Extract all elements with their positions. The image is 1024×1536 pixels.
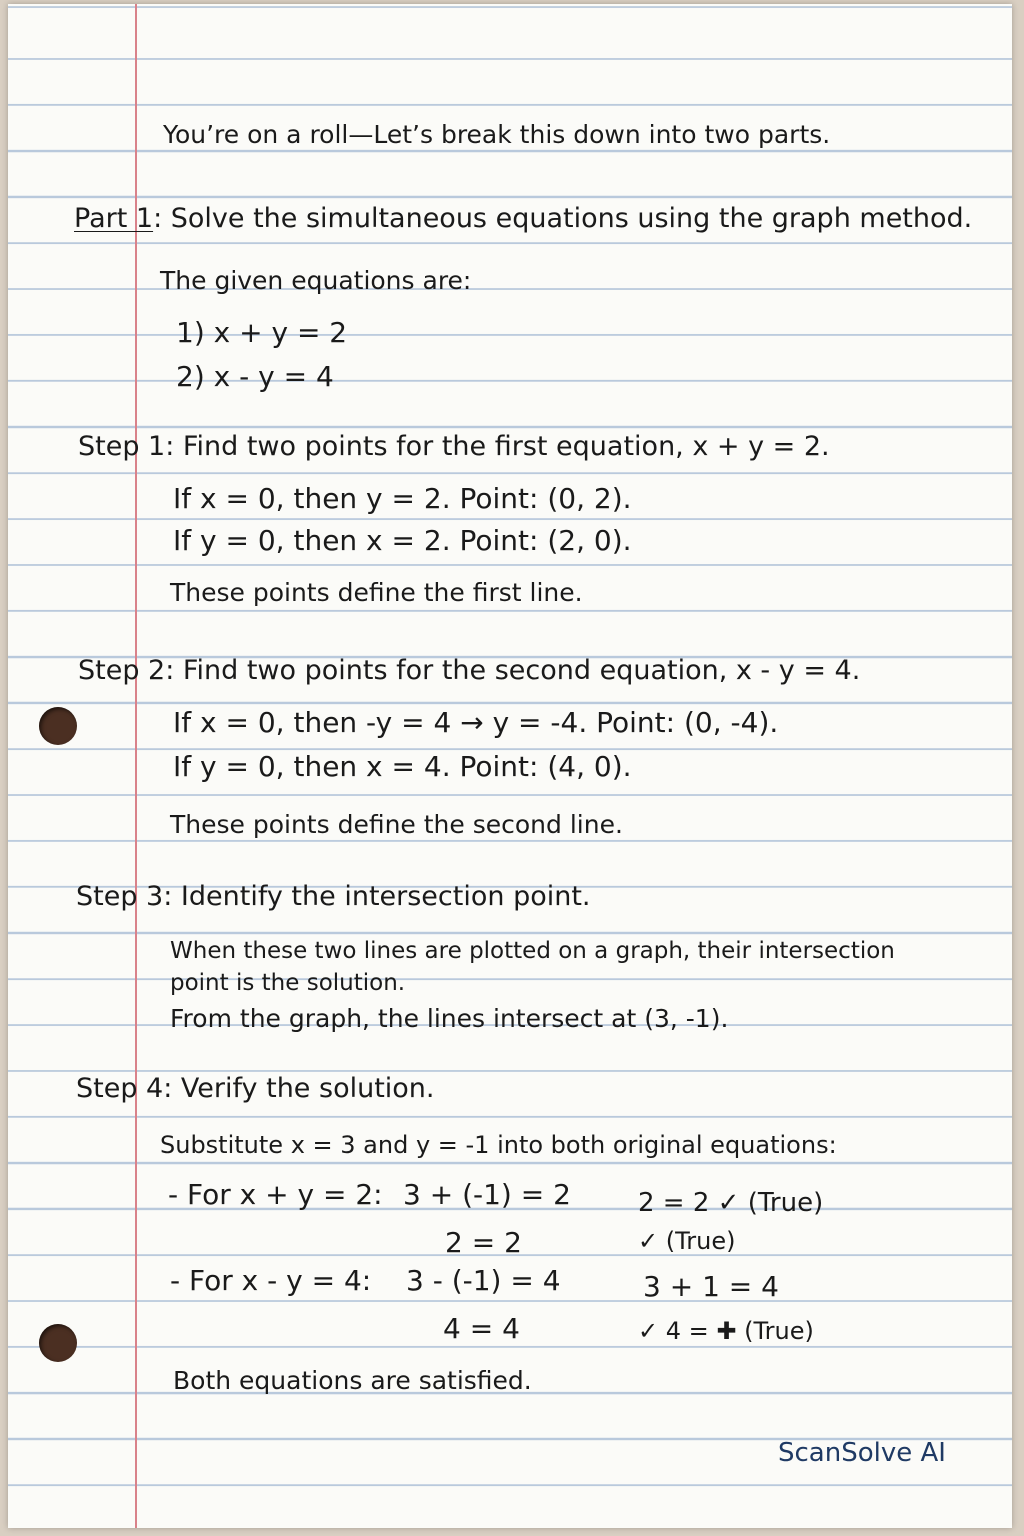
step2-title: : Find two points for the second equation, x - y = 4.	[165, 655, 861, 686]
step1-note: These points define the first line.	[170, 578, 583, 607]
part1-title: : Solve the simultaneous equations using the graph method.	[153, 203, 973, 234]
binder-hole	[39, 1324, 77, 1362]
part1-heading	[74, 204, 972, 234]
check2-result2: ✓ 4 = ✚ (True)	[638, 1317, 814, 1345]
equation-1: 1) x + y = 2	[176, 316, 348, 349]
equation-2: 2) x - y = 4	[176, 360, 334, 393]
step1-line-1: If x = 0, then y = 2. Point: (0, 2).	[173, 482, 632, 515]
check2-expr: 3 - (-1) = 4	[406, 1264, 561, 1297]
given-label: The given equations are:	[160, 266, 472, 295]
step2-line-2: If y = 0, then x = 4. Point: (4, 0).	[173, 750, 632, 783]
step3-line-1: When these two lines are plotted on a graph, their intersection	[170, 938, 895, 964]
step3-heading	[76, 882, 591, 912]
step1-label: Step 1	[78, 431, 166, 462]
check1-label: - For x + y = 2:	[168, 1178, 383, 1211]
brand-watermark: ScanSolve AI	[778, 1438, 946, 1468]
step2-note: These points define the second line.	[170, 810, 623, 839]
step2-label: Step 2	[78, 655, 166, 686]
step2-heading	[78, 656, 860, 686]
step4-title: : Verify the solution.	[163, 1073, 435, 1104]
intro-text: You’re on a roll—Let’s break this down into two parts.	[163, 120, 831, 149]
step1-title: : Find two points for the first equation, x + y = 2.	[165, 431, 830, 462]
step3-label: Step 3	[76, 881, 164, 912]
step3-line-2: point is the solution.	[170, 970, 406, 996]
check1-result: 2 = 2 ✓ (True)	[638, 1188, 824, 1218]
step3-title: : Identify the intersection point.	[163, 881, 591, 912]
check2-label: - For x - y = 4:	[170, 1264, 372, 1297]
check2-result: 3 + 1 = 4	[643, 1270, 779, 1303]
step3-line-3: From the graph, the lines intersect at (3, -1).	[170, 1004, 729, 1033]
part1-label: Part 1	[74, 203, 154, 234]
check1-result2: ✓ (True)	[638, 1227, 736, 1255]
step4-intro: Substitute x = 3 and y = -1 into both original equations:	[160, 1131, 837, 1159]
step2-line-1: If x = 0, then -y = 4 → y = -4. Point: (0, -4).	[173, 706, 779, 739]
step4-label: Step 4	[76, 1073, 164, 1104]
check1-expr: 3 + (-1) = 2	[403, 1178, 571, 1211]
binder-hole	[39, 707, 77, 745]
conclusion: Both equations are satisfied.	[173, 1366, 532, 1395]
check2-expr2: 4 = 4	[443, 1312, 520, 1345]
step1-heading	[78, 432, 830, 462]
check1-expr2: 2 = 2	[445, 1226, 522, 1259]
step4-heading	[76, 1074, 435, 1104]
step1-line-2: If y = 0, then x = 2. Point: (2, 0).	[173, 524, 632, 557]
notebook-page	[8, 4, 1012, 1528]
